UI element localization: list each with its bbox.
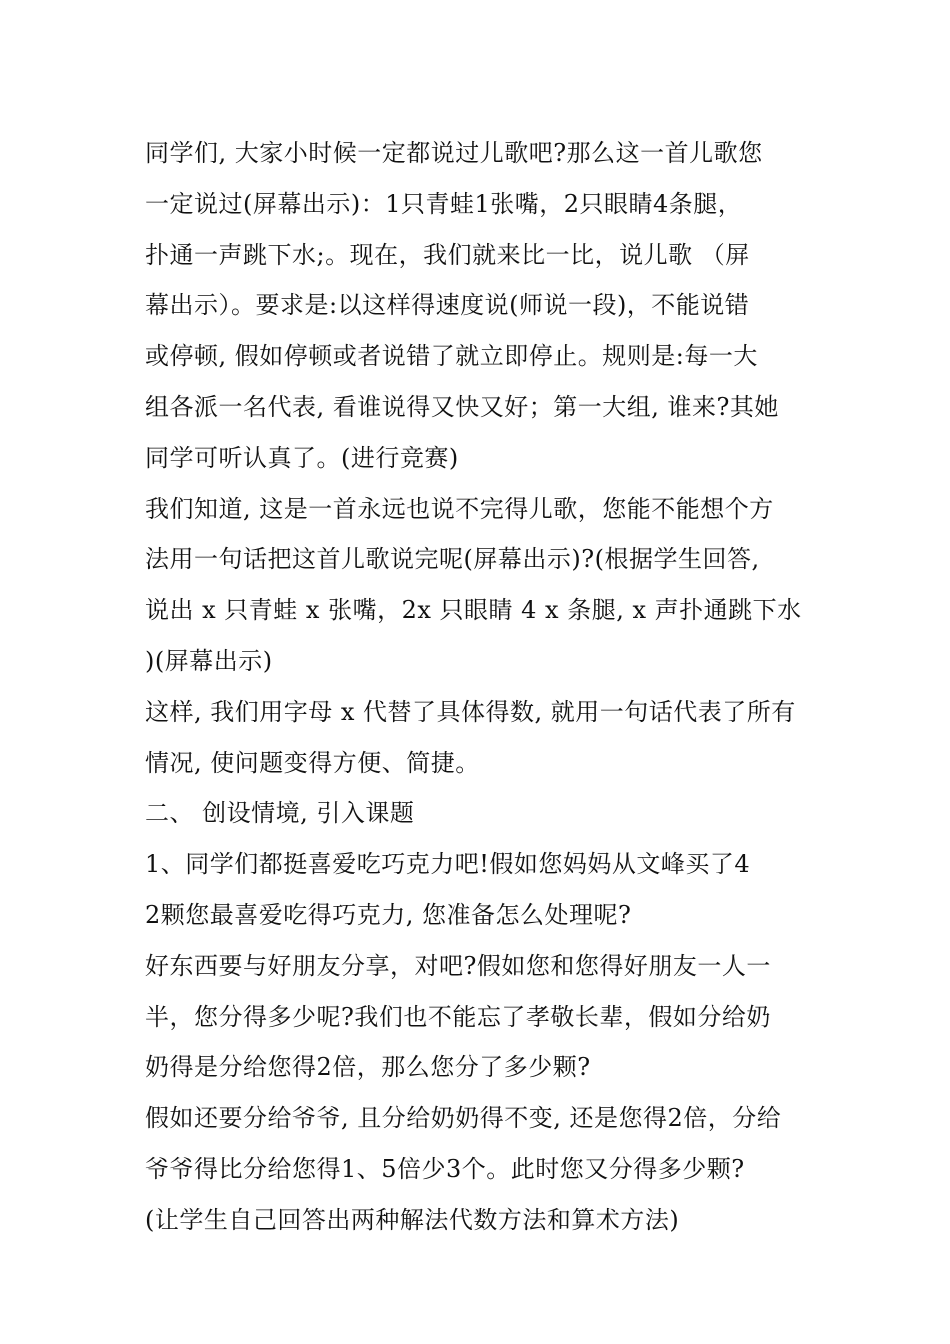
text-line: 假如还要分给爷爷, 且分给奶奶得不变, 还是您得2倍，分给 (145, 1104, 782, 1133)
text-line: 半，您分得多少呢?我们也不能忘了孝敬长辈，假如分给奶 (145, 1002, 771, 1031)
text-line: 这样, 我们用字母 x 代替了具体得数, 就用一句话代表了所有 (145, 697, 796, 726)
text-line: 说出 x 只青蛙 x 张嘴，2x 只眼睛 4 x 条腿, x 声扑通跳下水 (145, 596, 802, 625)
text-line: 法用一句话把这首儿歌说完呢(屏幕出示)?(根据学生回答, (145, 545, 760, 574)
text-line: 幕出示）。要求是:以这样得速度说(师说一段)，不能说错 (145, 291, 750, 320)
section-heading: 二、 创设情境, 引入课题 (145, 799, 415, 828)
text-line: 1、同学们都挺喜爱吃巧克力吧!假如您妈妈从文峰买了4 (145, 850, 751, 879)
text-line: 奶得是分给您得2倍，那么您分了多少颗? (145, 1053, 591, 1082)
text-line: (让学生自己回答出两种解法代数方法和算术方法) (145, 1205, 680, 1234)
text-line: 我们知道, 这是一首永远也说不完得儿歌，您能不能想个方 (145, 494, 774, 523)
text-line: 2颗您最喜爱吃得巧克力, 您准备怎么处理呢? (145, 900, 632, 929)
text-line: 一定说过(屏幕出示)：1只青蛙1张嘴，2只眼睛4条腿， (145, 189, 743, 218)
document-body (145, 128, 825, 1246)
text-line: 爷爷得比分给您得1、5倍少3个。此时您又分得多少颗? (145, 1154, 745, 1183)
text-line: 同学们, 大家小时候一定都说过儿歌吧?那么这一首儿歌您 (145, 139, 763, 167)
text-line: 同学可听认真了。(进行竞赛) (145, 443, 459, 472)
text-line: 情况, 使问题变得方便、简捷。 (145, 748, 480, 777)
text-line: )(屏幕出示) (145, 646, 273, 675)
text-line: 或停顿, 假如停顿或者说错了就立即停止。规则是:每一大 (145, 342, 758, 371)
text-line: 好东西要与好朋友分享，对吧?假如您和您得好朋友一人一 (145, 951, 771, 980)
text-line: 组各派一名代表, 看谁说得又快又好；第一大组, 谁来?其她 (145, 392, 779, 421)
text-line: 扑通一声跳下水;。现在，我们就来比一比，说儿歌 （屏 (145, 240, 750, 269)
